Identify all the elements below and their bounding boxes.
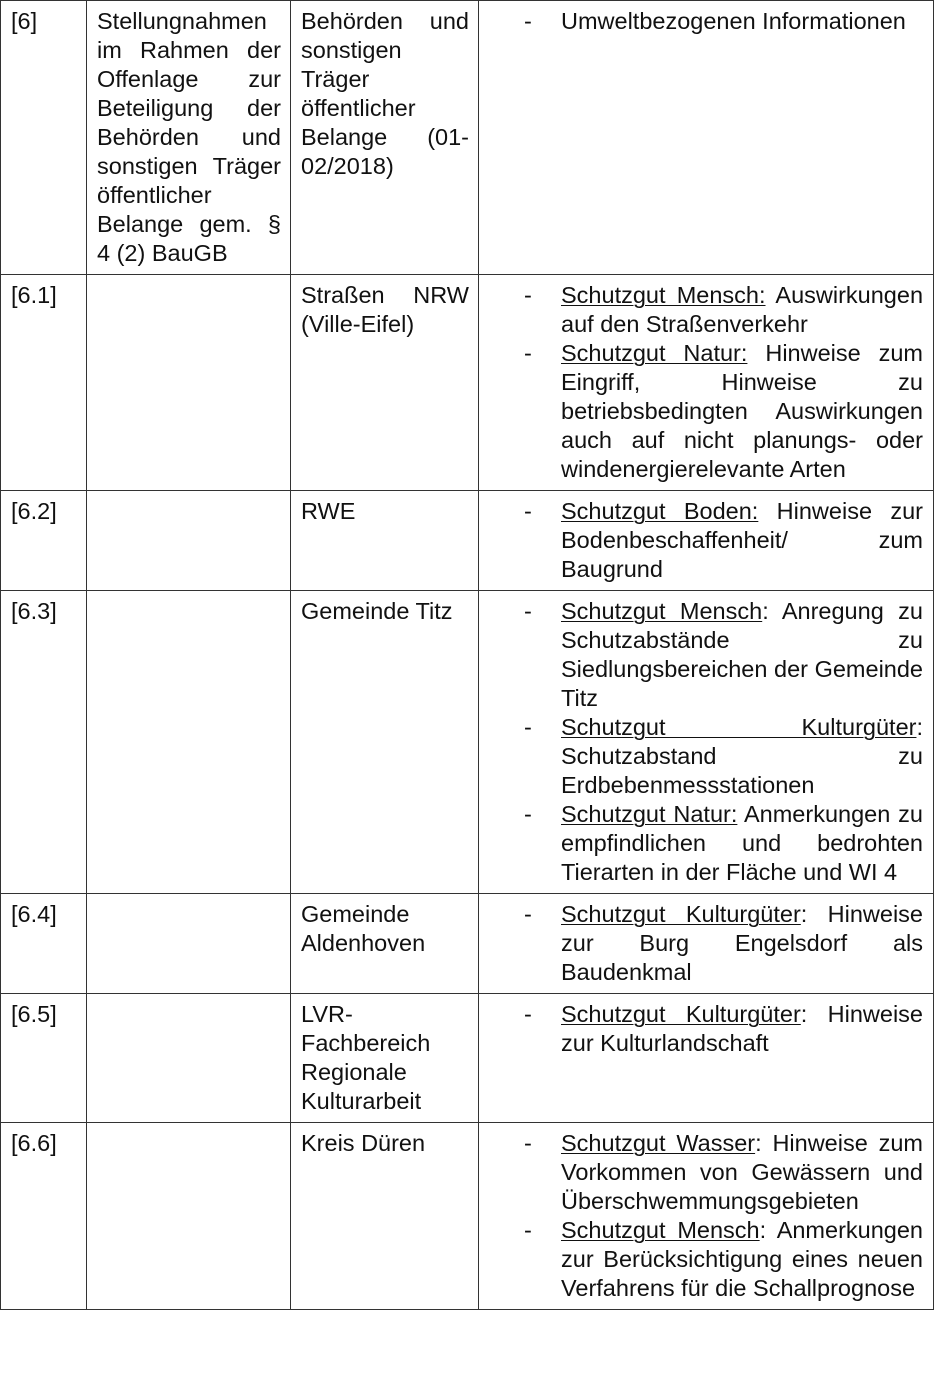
content-cell [479,491,934,591]
source-cell: Gemeinde Titz [291,591,479,894]
schutzgut-term: Schutzgut Kulturgüter [561,1001,801,1027]
list-item [479,800,923,887]
table-row [1,1123,934,1310]
schutzgut-term: Schutzgut Mensch [561,598,763,624]
content-cell [479,1,934,275]
list-item [479,1129,923,1216]
table-body [1,1,934,1310]
source-cell: Behörden und sonstigen Träger öffentlicher Belange (01-02/2018) [291,1,479,275]
row-id-cell: [6] [1,1,87,275]
term-separator: : [762,598,782,624]
list-dash: - [524,801,532,827]
list-dash: - [524,901,532,927]
topic-cell [87,894,291,994]
topic-cell [87,1123,291,1310]
item-text: Hinweise zum Eingriff, Hinweise zu betriebsbedingten Auswirkungen auch auf nicht planungs- oder windenergierelevante Arten [561,340,923,482]
list-item [479,1216,923,1303]
row-id-cell: [6.4] [1,894,87,994]
content-cell [479,894,934,994]
content-list [479,900,923,987]
list-item [479,7,923,36]
term-separator: : [755,1130,773,1156]
term-separator: : [800,1001,828,1027]
content-cell [479,275,934,491]
table-row [1,994,934,1123]
list-dash: - [524,598,532,624]
list-item [479,713,923,800]
table-row [1,591,934,894]
row-id-cell: [6.3] [1,591,87,894]
list-dash: - [524,714,532,740]
topic-cell [87,994,291,1123]
topic-cell [87,491,291,591]
list-dash: - [524,282,532,308]
item-text: Hinweise zur Kulturlandschaft [561,1001,923,1056]
content-list [479,497,923,584]
content-cell [479,1123,934,1310]
term-separator [737,801,744,827]
schutzgut-term: Schutzgut Kulturgüter [561,901,801,927]
content-list [479,1129,923,1303]
source-cell: RWE [291,491,479,591]
list-item [479,900,923,987]
source-cell: LVR-Fachbereich Regionale Kulturarbeit [291,994,479,1123]
source-cell: Straßen NRW (Ville-Eifel) [291,275,479,491]
table-row [1,894,934,994]
content-list [479,597,923,887]
term-separator [758,498,776,524]
list-dash: - [524,1130,532,1156]
item-text: Auswirkungen auf den Straßenverkehr [561,282,924,337]
schutzgut-term: Schutzgut Boden: [561,498,759,524]
list-dash: - [524,498,532,524]
topic-cell [87,591,291,894]
table-row [1,275,934,491]
list-item [479,281,923,339]
list-dash: - [524,1001,532,1027]
list-dash: - [524,1217,532,1243]
list-item [479,1000,923,1058]
source-cell: Kreis Düren [291,1123,479,1310]
list-item [479,339,923,484]
list-item [479,497,923,584]
term-separator: : [800,901,828,927]
schutzgut-term: Schutzgut Mensch [561,1217,760,1243]
item-text: Anmerkungen zur Berücksichtigung eines neuen Verfahrens für die Schallprognose [561,1217,924,1301]
item-text: Anregung zu Schutzabstände zu Siedlungsbereichen der Gemeinde Titz [561,598,923,711]
item-text: Anmerkungen zu empfindlichen und bedrohten Tierarten in der Fläche und WI 4 [561,801,923,885]
row-id-cell: [6.1] [1,275,87,491]
item-text: Schutzabstand zu Erdbebenmessstationen [561,743,923,798]
content-cell [479,994,934,1123]
topic-cell [87,275,291,491]
schutzgut-term: Schutzgut Natur: [561,340,748,366]
topic-cell: Stellungnahmen im Rahmen der Offenlage zur Beteiligung der Behörden und sonstigen Träger öffentlicher Belange gem. § 4 (2) BauGB [87,1,291,275]
item-text: Umweltbezogenen Informationen [561,8,906,34]
schutzgut-term: Schutzgut Kulturgüter [561,714,917,740]
table-row [1,1,934,275]
term-separator: : [916,714,923,740]
schutzgut-term: Schutzgut Natur: [561,801,738,827]
item-text: Hinweise zur Bodenbeschaffenheit/ zum Baugrund [561,498,923,582]
source-cell: Gemeinde Aldenhoven [291,894,479,994]
item-text: Hinweise zur Burg Engelsdorf als Baudenkmal [561,901,923,985]
term-separator [747,340,765,366]
table-row [1,491,934,591]
row-id-cell: [6.2] [1,491,87,591]
item-text: Hinweise zum Vorkommen von Gewässern und Überschwemmungsgebieten [561,1130,923,1214]
content-list [479,7,923,36]
term-separator [766,282,776,308]
row-id-cell: [6.6] [1,1123,87,1310]
content-list [479,1000,923,1058]
list-item [479,597,923,713]
content-list [479,281,923,484]
row-id-cell: [6.5] [1,994,87,1123]
term-separator: : [759,1217,777,1243]
list-dash: - [524,8,532,34]
schutzgut-term: Schutzgut Wasser [561,1130,756,1156]
schutzgut-term: Schutzgut Mensch: [561,282,766,308]
content-cell [479,591,934,894]
list-dash: - [524,340,532,366]
